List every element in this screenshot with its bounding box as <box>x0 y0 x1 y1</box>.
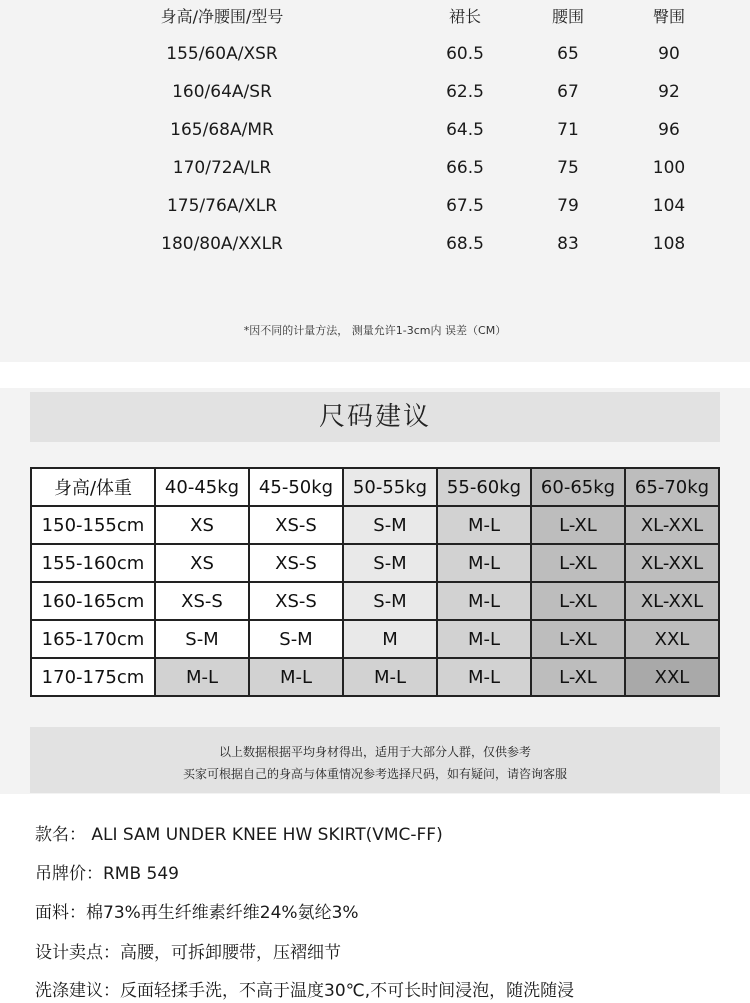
size-guide-cell: S-M <box>343 582 437 620</box>
product-name: 款名： ALI SAM UNDER KNEE HW SKIRT(VMC-FF) <box>35 825 443 845</box>
measurement-cell: 108 <box>652 234 686 254</box>
measurement-header: 裙长 <box>448 7 481 26</box>
measurement-row <box>0 229 750 259</box>
size-guide-header: 40-45kg <box>155 468 249 506</box>
size-guide-footnote-line: 以上数据根据平均身材得出，适用于大部分人群，仅供参考 <box>218 745 531 759</box>
size-guide-table <box>30 467 720 697</box>
measurement-cell: 83 <box>557 234 579 254</box>
product-fabric: 面料：棉73%再生纤维素纤维24%氨纶3% <box>35 903 359 923</box>
measurement-row <box>0 191 750 221</box>
size-guide-cell: M-L <box>437 582 531 620</box>
measurement-cell: 67 <box>557 82 579 102</box>
size-guide-cell: L-XL <box>531 658 625 696</box>
size-guide-title: 尺码建议 <box>30 392 720 442</box>
measurement-cell: 100 <box>652 158 686 178</box>
measurement-cell: 66.5 <box>446 158 484 178</box>
size-guide-height: 150-155cm <box>31 506 155 544</box>
section-divider <box>0 362 750 388</box>
size-guide-row <box>31 620 719 658</box>
size-guide-cell: M-L <box>437 620 531 658</box>
measurement-header: 腰围 <box>551 7 584 26</box>
size-guide-cell: XS-S <box>155 582 249 620</box>
measurement-cell: 104 <box>652 196 686 216</box>
size-guide-row <box>31 582 719 620</box>
measurement-cell: 65 <box>557 44 579 64</box>
size-guide-cell: L-XL <box>531 620 625 658</box>
size-guide-cell: XS-S <box>249 582 343 620</box>
measurement-cell: 160/64A/SR <box>172 82 272 102</box>
measurement-cell: 67.5 <box>446 196 484 216</box>
size-guide-cell: XXL <box>625 620 719 658</box>
size-guide-cell: XS <box>155 544 249 582</box>
size-guide-height: 165-170cm <box>31 620 155 658</box>
size-guide-header-row <box>31 468 719 506</box>
measurement-row <box>0 153 750 183</box>
size-guide-footnote <box>30 727 720 793</box>
size-guide-cell: XXL <box>625 658 719 696</box>
size-guide-cell: M-L <box>249 658 343 696</box>
measurement-cell: 79 <box>557 196 579 216</box>
measurement-cell: 71 <box>557 120 579 140</box>
measurement-cell: 165/68A/MR <box>170 120 274 140</box>
size-guide-cell: M <box>343 620 437 658</box>
size-guide-header: 50-55kg <box>343 468 437 506</box>
measurement-row <box>0 77 750 107</box>
measurement-cell: 90 <box>658 44 680 64</box>
size-guide-row <box>31 506 719 544</box>
size-guide-cell: S-M <box>343 506 437 544</box>
size-guide-height: 170-175cm <box>31 658 155 696</box>
size-guide-section <box>0 388 750 794</box>
measurement-row <box>0 115 750 145</box>
measurement-cell: 96 <box>658 120 680 140</box>
size-guide-cell: S-M <box>249 620 343 658</box>
measurement-cell: 75 <box>557 158 579 178</box>
product-price: 吊牌价：RMB 549 <box>35 864 179 884</box>
size-guide-header: 45-50kg <box>249 468 343 506</box>
size-guide-cell: M-L <box>437 658 531 696</box>
size-guide-cell: S-M <box>155 620 249 658</box>
size-guide-height: 155-160cm <box>31 544 155 582</box>
size-guide-row <box>31 544 719 582</box>
measurement-cell: 175/76A/XLR <box>166 196 278 216</box>
size-guide-header: 55-60kg <box>437 468 531 506</box>
size-guide-cell: L-XL <box>531 544 625 582</box>
measurement-cell: 92 <box>658 82 680 102</box>
size-guide-header: 60-65kg <box>531 468 625 506</box>
measurement-cell: 155/60A/XSR <box>166 44 278 64</box>
size-guide-height: 160-165cm <box>31 582 155 620</box>
size-guide-cell: M-L <box>437 506 531 544</box>
size-guide-header: 65-70kg <box>625 468 719 506</box>
measurement-row <box>0 39 750 69</box>
product-selling-points: 设计卖点：高腰，可拆卸腰带，压褶细节 <box>35 943 341 963</box>
size-guide-header: 身高/体重 <box>31 468 155 506</box>
size-guide-cell: XL-XXL <box>625 544 719 582</box>
size-guide-footnote-line: 买家可根据自己的身高与体重情况参考选择尺码，如有疑问，请咨询客服 <box>182 767 567 781</box>
size-guide-cell: XS-S <box>249 506 343 544</box>
measurement-cell: 62.5 <box>446 82 484 102</box>
size-guide-cell: S-M <box>343 544 437 582</box>
product-washing: 洗涤建议：反面轻揉手洗，不高于温度30℃,不可长时间浸泡，随洗随浸 <box>35 981 575 1001</box>
measurement-cell: 60.5 <box>446 44 484 64</box>
measurement-header: 臀围 <box>652 7 685 26</box>
measurement-cell: 68.5 <box>446 234 484 254</box>
size-guide-cell: M-L <box>155 658 249 696</box>
size-guide-cell: L-XL <box>531 582 625 620</box>
size-guide-cell: XL-XXL <box>625 506 719 544</box>
size-guide-cell: L-XL <box>531 506 625 544</box>
size-guide-cell: M-L <box>343 658 437 696</box>
measurement-note: *因不同的计量方法， 测量允许1-3cm内 误差（CM） <box>243 324 507 337</box>
size-guide-cell: M-L <box>437 544 531 582</box>
measurement-cell: 170/72A/LR <box>172 158 272 178</box>
measurement-header-row <box>0 2 750 32</box>
size-guide-cell: XS <box>155 506 249 544</box>
size-guide-cell: XS-S <box>249 544 343 582</box>
measurement-cell: 64.5 <box>446 120 484 140</box>
size-guide-row <box>31 658 719 696</box>
size-guide-cell: XL-XXL <box>625 582 719 620</box>
measurement-cell: 180/80A/XXLR <box>161 234 283 254</box>
measurement-header: 身高/净腰围/型号 <box>160 7 284 26</box>
measurement-section <box>0 0 750 362</box>
